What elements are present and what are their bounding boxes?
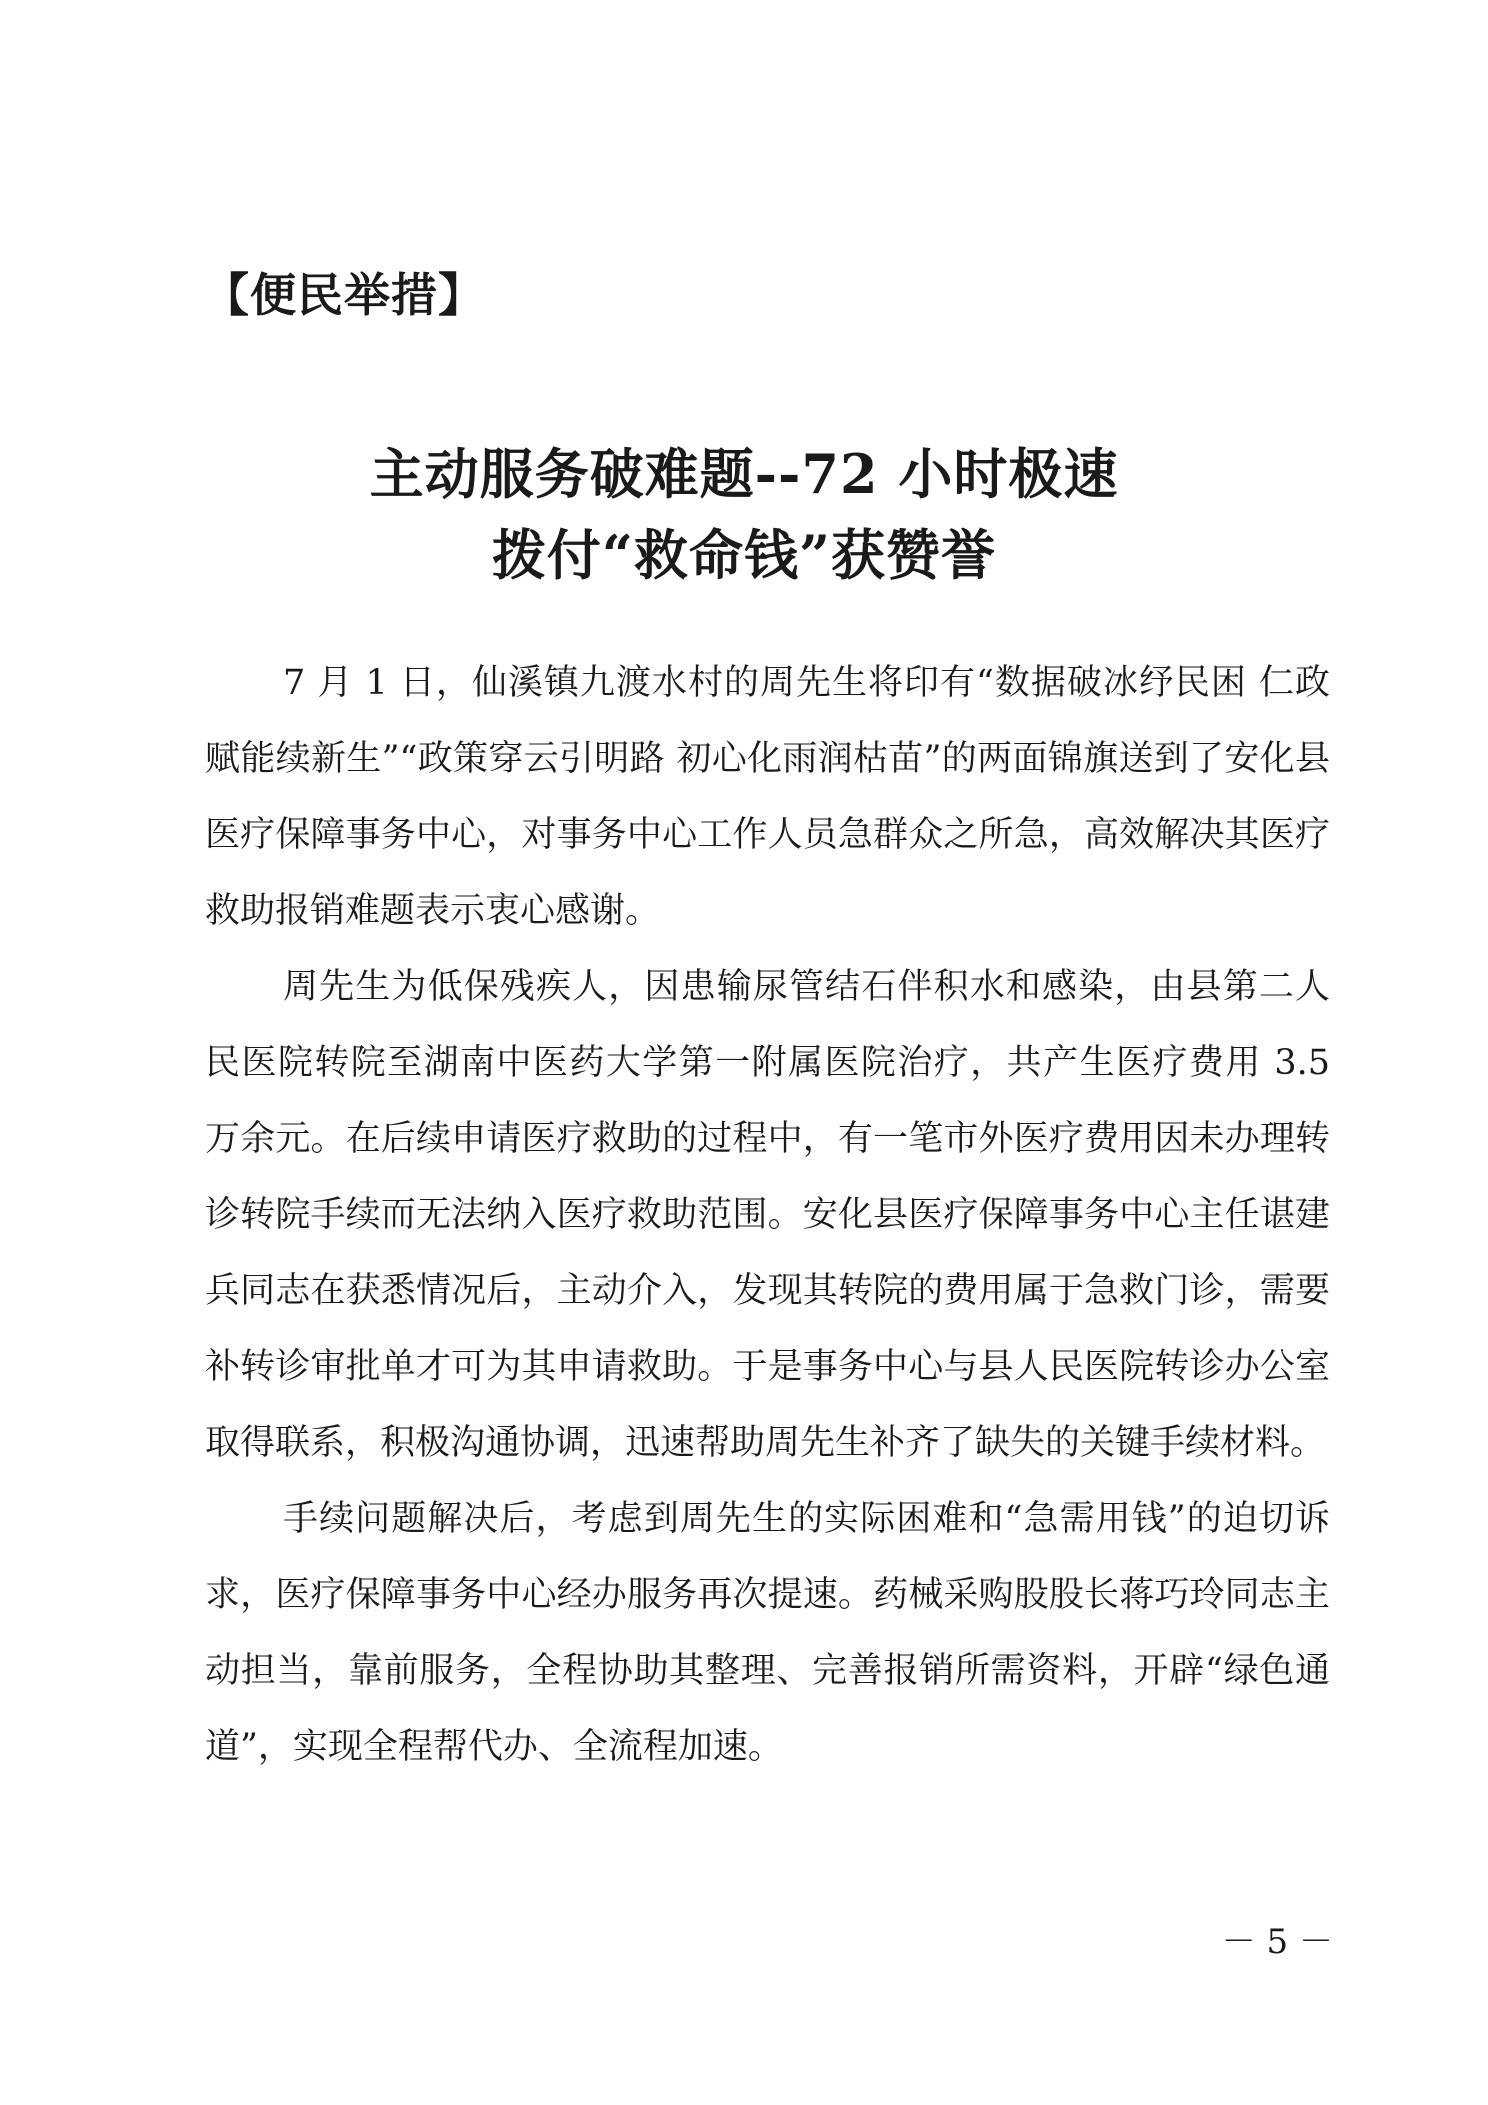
article-title-line-1: 主动服务破难题--72 小时极速 bbox=[369, 442, 1119, 506]
article-body bbox=[205, 645, 1330, 1785]
paragraph: 7 月 1 日，仙溪镇九渡水村的周先生将印有“数据破冰纾民困 仁政赋能续新生”“政策穿云引明路 初心化雨润枯苗”的两面锦旗送到了安化县医疗保障事务中心，对事务中心工作人员急群众之所急，高效解决其医疗救助报销难题表示衷心感谢。 bbox=[205, 663, 1330, 931]
paragraph: 周先生为低保残疾人，因患输尿管结石伴积水和感染，由县第二人民医院转院至湖南中医药大学第一附属医院治疗，共产生医疗费用 3.5 万余元。在后续申请医疗救助的过程中，有一笔市外医疗费用因未办理转诊转院手续而无法纳入医疗救助范围。安化县医疗保障事务中心主任谌建兵同志在获悉情况后，主动介入，发现其转院的费用属于急救门诊，需要补转诊审批单才可为其申请救助。于是事务中心与县人民医院转诊办公室取得联系，积极沟通协调，迅速帮助周先生补齐了缺失的关键手续材料。 bbox=[205, 967, 1330, 1463]
section-tag: 【便民举措】 bbox=[203, 268, 485, 322]
page-number: － 5 － bbox=[1221, 1922, 1333, 1962]
paragraph: 手续问题解决后，考虑到周先生的实际困难和“急需用钱”的迫切诉求，医疗保障事务中心经办服务再次提速。药械采购股股长蒋巧玲同志主动担当，靠前服务，全程协助其整理、完善报销所需资料，开辟“绿色通道”，实现全程帮代办、全流程加速。 bbox=[205, 1499, 1330, 1767]
article-title-line-2: 拨付“救命钱”获赞誉 bbox=[491, 523, 997, 587]
